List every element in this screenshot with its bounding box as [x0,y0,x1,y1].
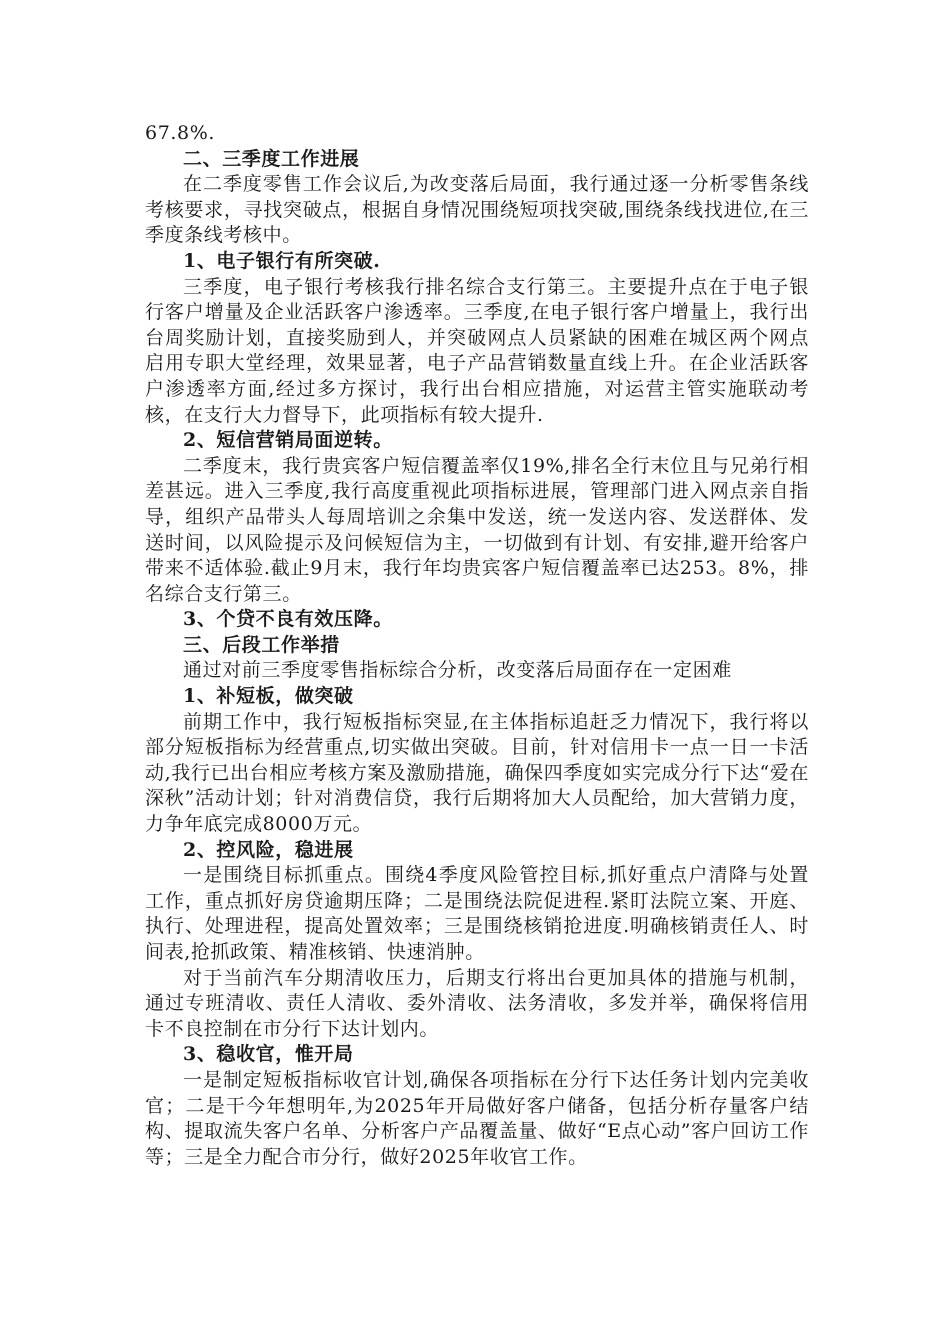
body-paragraph: 前期工作中，我行短板指标突显,在主体指标追赶乏力情况下，我行将以部分短板指标为经营重点,切实做出突破。目前，针对信用卡一点一日一卡活动,我行已出台相应考核方案及激励措施，确保四季度如实完成分行下达“爱在深秋”活动计划；针对消费信贷，我行后期将加大人员配给，加大营销力度，力争年底完成8000万元。 [145,710,809,836]
subsection-heading: 3、稳收官，惟开局 [183,1043,354,1066]
body-paragraph: 对于当前汽车分期清收压力，后期支行将出台更加具体的措施与机制，通过专班清收、责任人清收、委外清收、法务清收，多发并举，确保将信用卡不良控制在市分行下达计划内。 [145,966,809,1040]
body-paragraph: 三季度，电子银行考核我行排名综合支行第三。主要提升点在于电子银行客户增量及企业活跃客户渗透率。三季度,在电子银行客户增量上，我行出台周奖励计划，直接奖励到人，并突破网点人员紧缺的困难在城区两个网点启用专职大堂经理，效果显著，电子产品营销数量直线上升。在企业活跃客户渗透率方面,经过多方探讨，我行出台相应措施，对运营主管实施联动考核，在支行大力督导下，此项指标有较大提升. [145,275,809,426]
document-body [145,121,809,1170]
subsection-heading: 2、控风险，稳进展 [183,838,354,861]
body-paragraph: 一是制定短板指标收官计划,确保各项指标在分行下达任务计划内完美收官；二是干今年想明年,为2025年开局做好客户储备，包括分析存量客户结构、提取流失客户名单、分析客户产品覆盖量、做好“E点心动”客户回访工作等；三是全力配合市分行，做好2025年收官工作。 [145,1068,809,1168]
body-paragraph: 在二季度零售工作会议后,为改变落后局面，我行通过逐一分析零售条线考核要求，寻找突破点，根据自身情况围绕短项找突破,围绕条线找进位,在三季度条线考核中。 [145,173,809,247]
section-heading: 二、三季度工作进展 [183,147,360,170]
subsection-heading: 1、补短板，做突破 [183,685,354,708]
subsection-heading: 3、个贷不良有效压降。 [183,608,393,631]
body-paragraph: 一是围绕目标抓重点。围绕4季度风险管控目标,抓好重点户清降与处置工作，重点抓好房贷逾期压降；二是围绕法院促进程.紧盯法院立案、开庭、执行、处理进程，提高处置效率；三是围绕核销抢进度.明确核销责任人、时间表,抢抓政策、精准核销、快速消肿。 [145,864,809,963]
body-paragraph: 通过对前三季度零售指标综合分析，改变落后局面存在一定困难 [183,659,732,682]
body-paragraph: 二季度末，我行贵宾客户短信覆盖率仅19%,排名全行末位且与兄弟行相差甚远。进入三季度,我行高度重视此项指标进展，管理部门进入网点亲自指导，组织产品带头人每周培训之余集中发送，统一发送内容、发送群体、发送时间，以风险提示及问候短信为主，一切做到有计划、有安排,避开给客户带来不适体验.截止9月末，我行年均贵宾客户短信覆盖率已达253。8%，排名综合支行第三。 [145,454,809,605]
section-heading: 三、后段工作举措 [183,633,340,656]
body-paragraph: 67.8%. [145,122,215,144]
subsection-heading: 2、短信营销局面逆转。 [183,429,393,452]
subsection-heading: 1、电子银行有所突破. [183,249,381,272]
